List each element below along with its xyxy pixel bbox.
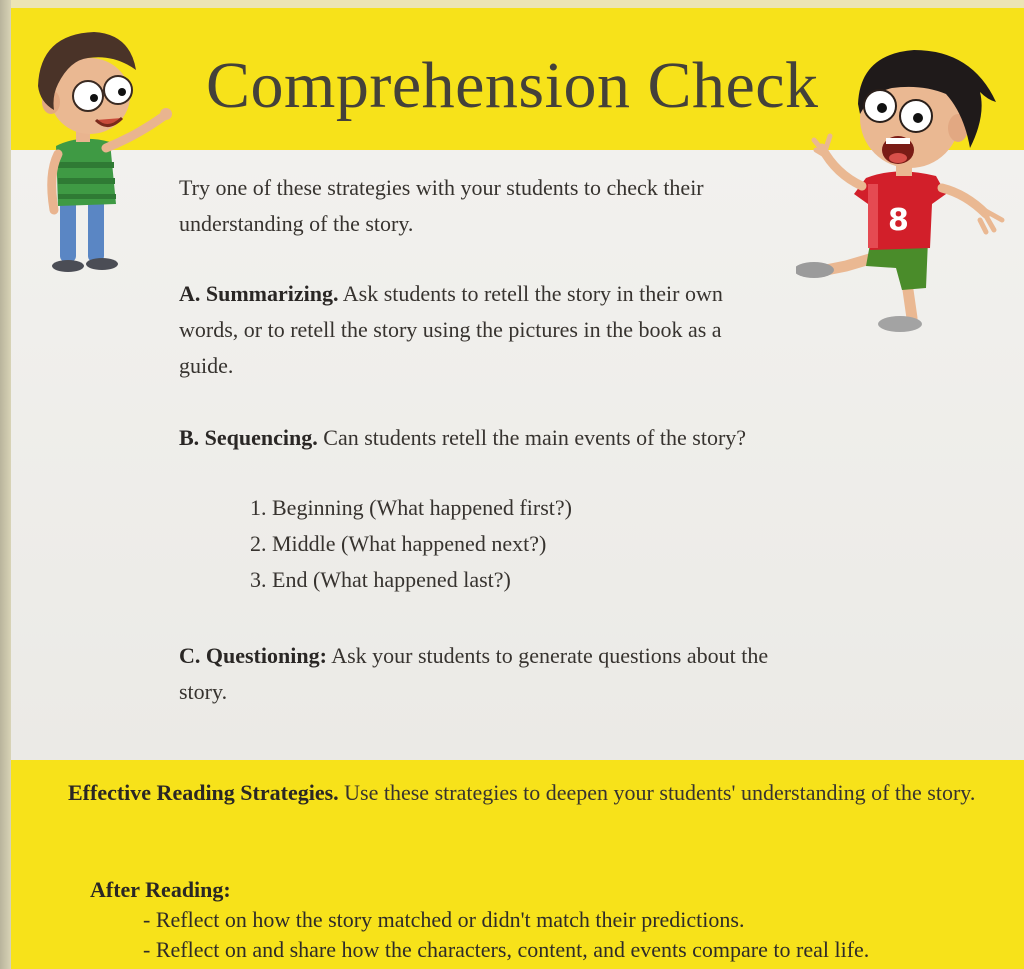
- banner-top-edge: [11, 0, 1024, 8]
- strategy-summarizing: [179, 276, 779, 384]
- effective-text: Use these strategies to deepen your students' understanding of the story.: [344, 780, 976, 805]
- page-left-edge: [0, 0, 11, 969]
- questioning-text: Ask your students to generate questions about the story.: [179, 643, 769, 704]
- sequencing-label: B. Sequencing.: [179, 425, 318, 450]
- after-reading-item: - Reflect on how the story matched or didn't match their predictions.: [143, 907, 745, 932]
- after-reading-heading: After Reading:: [90, 877, 231, 902]
- strategy-questioning: [179, 638, 779, 710]
- sequencing-steps: [250, 490, 572, 598]
- intro-text: Try one of these strategies with your students to check their understanding of the story.: [179, 175, 704, 236]
- summarizing-text: Ask students to retell the story in their own words, or to retell the story using the pictures in the book as a guide.: [179, 281, 723, 378]
- effective-reading-paragraph: [68, 776, 998, 810]
- effective-label: Effective Reading Strategies.: [68, 780, 339, 805]
- summarizing-label: A. Summarizing.: [179, 281, 339, 306]
- sequencing-text: Can students retell the main events of the story?: [323, 425, 747, 450]
- after-reading-item: - Reflect on and share how the characters, content, and events compare to real life.: [143, 937, 870, 962]
- sequencing-step: 1. Beginning (What happened first?): [250, 495, 572, 520]
- questioning-label: C. Questioning:: [179, 643, 327, 668]
- strategy-sequencing: [179, 420, 779, 456]
- pointing-boy-illustration: [18, 24, 178, 274]
- sequencing-step: 2. Middle (What happened next?): [250, 531, 547, 556]
- svg-text:8: 8: [888, 203, 909, 238]
- sequencing-step: 3. End (What happened last?): [250, 567, 511, 592]
- page-title: Comprehension Check: [206, 49, 819, 122]
- startled-boy-illustration: [796, 44, 1018, 340]
